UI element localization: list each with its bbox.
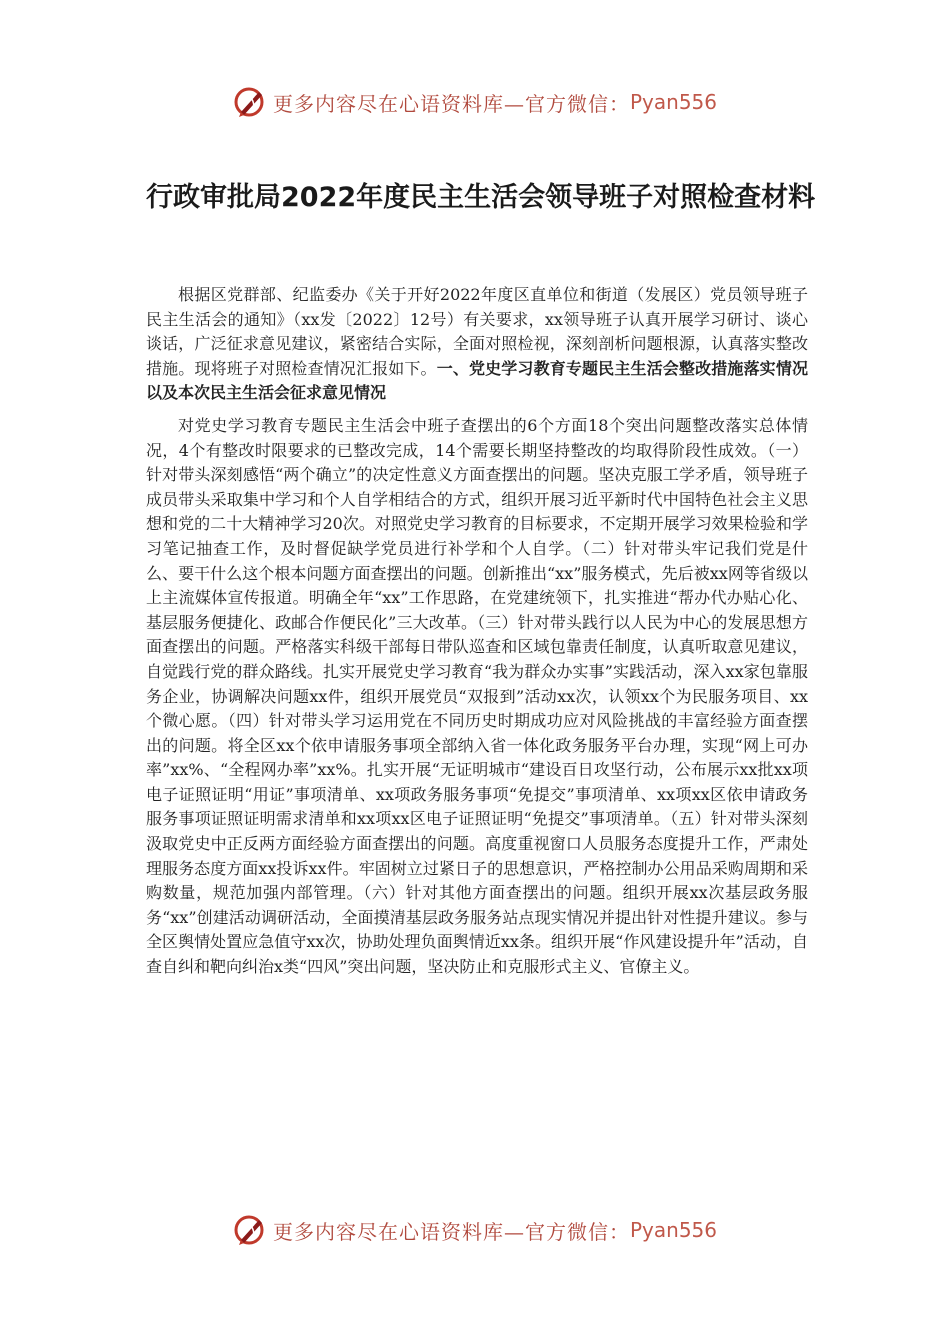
- banner-wechat-id: Pyan556: [629, 1218, 717, 1242]
- section-1-paragraph: 对党史学习教育专题民主生活会中班子查摆出的6个方面18个突出问题整改落实总体情况，4个有整改时限要求的已整改完成，14个需要长期坚持整改的均取得阶段性成效。（一）针对带头深刻感悟“两个确立”的决定性意义方面查摆出的问题。坚决克服工学矛盾，领导班子成员带头采取集中学习和个人自学相结合的方式，组织开展习近平新时代中国特色社会主义思想和党的二十大精神学习20次。对照党史学习教育的目标要求，不定期开展学习效果检验和学习笔记抽查工作，及时督促缺学党员进行补学和个人自学。（二）针对带头牢记我们党是什么、要干什么这个根本问题方面查摆出的问题。创新推出“xx”服务模式，先后被xx网等省级以上主流媒体宣传报道。明确全年“xx”工作思路，在党建统领下，扎实推进“帮办代办贴心化、基层服务便捷化、政邮合作便民化”三大改革。（三）针对带头践行以人民为中心的发展思想方面查摆出的问题。严格落实科级干部每日带队巡查和区域包靠责任制度，认真听取意见建议，自觉践行党的群众路线。扎实开展党史学习教育“我为群众办实事”实践活动，深入xx家包靠服务企业，协调解决问题xx件，组织开展党员“双报到”活动xx次，认领xx个为民服务项目、xx个微心愿。（四）针对带头学习运用党在不同历史时期成功应对风险挑战的丰富经验方面查摆出的问题。将全区xx个依申请服务事项全部纳入省一体化政务服务平台办理，实现“网上可办率”xx%、“全程网办率”xx%。扎实开展“无证明城市“建设百日攻坚行动，公布展示xx批xx项电子证照证明“用证”事项清单、xx项政务服务事项“免提交”事项清单、xx项xx区依申请政务服务事项证照证明需求清单和xx项xx区电子证照证明“免提交”事项清单。（五）针对带头深刻汲取党史中正反两方面经验方面查摆出的问题。高度重视窗口人员服务态度提升工作，严肃处理服务态度方面xx投诉xx件。牢固树立过紧日子的思想意识，严格控制办公用品采购周期和采购数量，规范加强内部管理。（六）针对其他方面查摆出的问题。组织开展xx次基层政务服务“xx”创建活动调研活动，全面摸清基层政务服务站点现实情况并提出针对性提升建议。参与全区舆情处置应急值守xx次，协助处理负面舆情近xx条。组织开展“作风建设提升年”活动，自查自纠和靶向纠治x类“四风”突出问题，坚决防止和克服形式主义、官僚主义。: [146, 415, 808, 977]
- banner-wechat-id: Pyan556: [629, 90, 717, 114]
- intro-text: 根据区党群部、纪监委办《关于开好2022年度区直单位和街道（发展区）党员领导班子民主生活会的通知》（xx发〔2022〕12号）有关要求，xx领导班子认真开展学习研讨、谈心谈话，广泛征求意见建议，紧密结合实际，全面对照检视，深刻剖析问题根源，认真落实整改措施。现将班子对照检查情况汇报如下。: [146, 285, 808, 378]
- pen-logo-icon: [233, 85, 267, 119]
- banner-text: 更多内容尽在心语资料库—官方微信：: [272, 1219, 630, 1244]
- section-1-heading: 一、党史学习教育专题民主生活会整改措施落实情况以及本次民主生活会征求意见情况: [146, 358, 808, 403]
- document-title: 行政审批局2022年度民主生活会领导班子对照检查材料: [146, 182, 816, 213]
- banner-text: 更多内容尽在心语资料库—官方微信：: [272, 91, 630, 116]
- intro-paragraph: [146, 283, 808, 406]
- footer-banner: [0, 1210, 950, 1250]
- document-body: [146, 283, 808, 980]
- pen-logo-icon: [233, 1213, 267, 1247]
- header-banner: [0, 82, 950, 122]
